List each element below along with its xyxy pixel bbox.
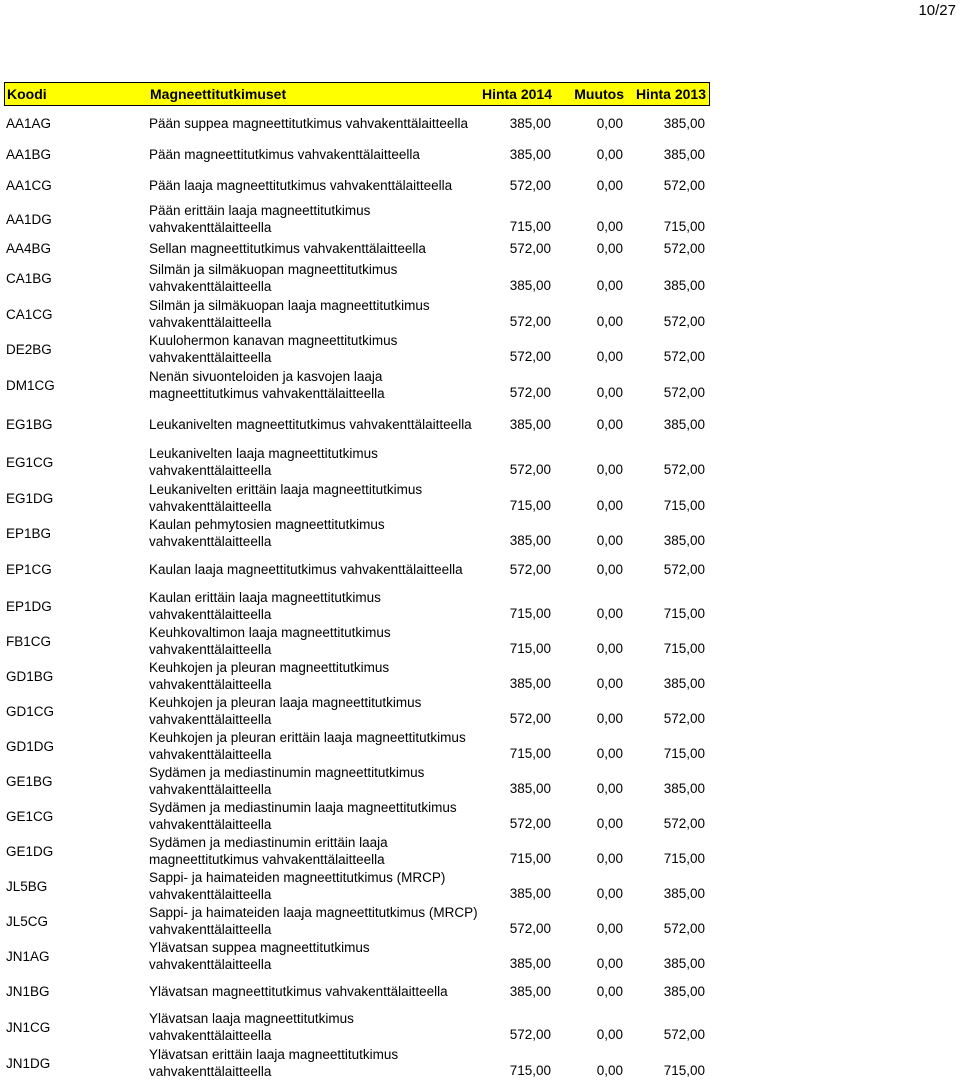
description-line: vahvakenttälaitteella (149, 1064, 272, 1079)
cell-code: EG1CG (6, 454, 54, 470)
cell-code: JL5CG (6, 913, 49, 929)
cell-code: GD1DG (6, 738, 55, 754)
description-line: vahvakenttälaitteella (149, 463, 272, 478)
cell-price-2013: 572,00 (663, 177, 705, 193)
cell-change: 0,00 (596, 745, 623, 761)
cell-price-2013: 385,00 (663, 115, 705, 131)
description-line: Ylävatsan laaja magneettitutkimus (149, 1011, 354, 1026)
cell-change: 0,00 (596, 640, 623, 656)
cell-price-2013: 572,00 (663, 461, 705, 477)
table-row (4, 658, 710, 694)
cell-change: 0,00 (596, 348, 623, 364)
description-line: Kaulan pehmytosien magneettitutkimus (149, 517, 385, 532)
table-row (4, 550, 710, 588)
cell-price-2013: 572,00 (663, 348, 705, 364)
cell-price-2013: 385,00 (663, 983, 705, 999)
description-line: vahvakenttälaitteella (149, 887, 272, 902)
description-line: Keuhkovaltimon laaja magneettitutkimus (149, 625, 391, 640)
description-line: Nenän sivuonteloiden ja kasvojen laaja (149, 369, 383, 384)
cell-change: 0,00 (596, 461, 623, 477)
price-table (4, 82, 710, 1080)
description-line: Silmän ja silmäkuopan laaja magneettitutkimus (149, 298, 430, 313)
cell-description (149, 983, 479, 1000)
cell-description (149, 1046, 479, 1080)
cell-description (149, 764, 479, 798)
cell-description (149, 115, 479, 132)
cell-description (149, 146, 479, 163)
cell-description (149, 368, 479, 402)
cell-price-2014: 385,00 (509, 955, 551, 971)
cell-change: 0,00 (596, 115, 623, 131)
cell-price-2013: 385,00 (663, 416, 705, 432)
table-row (4, 624, 710, 658)
cell-price-2014: 385,00 (509, 532, 551, 548)
description-line: vahvakenttälaitteella (149, 817, 272, 832)
description-line: vahvakenttälaitteella (149, 642, 272, 657)
description-line: Pään magneettitutkimus vahvakenttälaitteella (149, 146, 420, 162)
description-line: Keuhkojen ja pleuran laaja magneettitutkimus (149, 695, 422, 710)
description-line: magneettitutkimus vahvakenttälaitteella (149, 386, 385, 401)
table-row (4, 728, 710, 764)
cell-price-2014: 385,00 (509, 885, 551, 901)
table-row (4, 764, 710, 798)
cell-code: AA1BG (6, 146, 52, 162)
description-line: Leukanivelten laaja magneettitutkimus (149, 446, 378, 461)
cell-price-2014: 572,00 (509, 815, 551, 831)
cell-code: JL5BG (6, 878, 48, 894)
cell-price-2013: 572,00 (663, 240, 705, 256)
cell-price-2013: 715,00 (663, 497, 705, 513)
description-line: Ylävatsan magneettitutkimus vahvakenttälaitteella (149, 983, 448, 999)
cell-description (149, 1010, 479, 1044)
description-line: vahvakenttälaitteella (149, 957, 272, 972)
cell-price-2013: 715,00 (663, 1062, 705, 1078)
cell-description (149, 240, 479, 257)
table-row (4, 516, 710, 550)
cell-price-2014: 385,00 (509, 115, 551, 131)
table-row (4, 202, 710, 236)
description-line: Pään erittäin laaja magneettitutkimus (149, 203, 371, 218)
cell-price-2014: 715,00 (509, 218, 551, 234)
description-line: magneettitutkimus vahvakenttälaitteella (149, 852, 385, 867)
description-line: Sydämen ja mediastinumin magneettitutkimus (149, 765, 425, 780)
cell-change: 0,00 (596, 780, 623, 796)
cell-price-2013: 715,00 (663, 745, 705, 761)
description-line: Kuulohermon kanavan magneettitutkimus (149, 333, 398, 348)
cell-description (149, 445, 479, 479)
cell-price-2014: 572,00 (509, 561, 551, 577)
description-line: Leukanivelten erittäin laaja magneettitutkimus (149, 482, 423, 497)
cell-code: AA1CG (6, 177, 52, 193)
description-line: Keuhkojen ja pleuran erittäin laaja magneettitutkimus (149, 730, 466, 745)
cell-price-2014: 385,00 (509, 675, 551, 691)
cell-description (149, 516, 479, 550)
table-row (4, 798, 710, 834)
cell-code: AA1AG (6, 115, 52, 131)
cell-change: 0,00 (596, 1062, 623, 1078)
table-header (4, 82, 710, 106)
description-line: Pään laaja magneettitutkimus vahvakenttälaitteella (149, 177, 453, 193)
cell-change: 0,00 (596, 710, 623, 726)
cell-price-2014: 385,00 (509, 416, 551, 432)
cell-description (149, 659, 479, 693)
table-row (4, 140, 710, 168)
cell-code: GD1BG (6, 668, 54, 684)
table-row (4, 904, 710, 938)
header-description: Magneettitutkimuset (150, 85, 287, 102)
cell-change: 0,00 (596, 277, 623, 293)
description-line: Keuhkojen ja pleuran magneettitutkimus (149, 660, 390, 675)
table-row (4, 1008, 710, 1046)
table-row (4, 236, 710, 260)
cell-description (149, 939, 479, 973)
description-line: Sydämen ja mediastinumin laaja magneettitutkimus (149, 800, 457, 815)
cell-price-2014: 715,00 (509, 640, 551, 656)
cell-price-2014: 572,00 (509, 348, 551, 364)
cell-code: EG1DG (6, 490, 54, 506)
cell-change: 0,00 (596, 675, 623, 691)
table-row (4, 974, 710, 1008)
description-line: Ylävatsan suppea magneettitutkimus (149, 940, 370, 955)
cell-change: 0,00 (596, 497, 623, 513)
description-line: Sellan magneettitutkimus vahvakenttälaitteella (149, 240, 426, 256)
cell-code: EP1CG (6, 561, 52, 577)
table-row (4, 868, 710, 904)
cell-description (149, 481, 479, 515)
cell-price-2014: 572,00 (509, 1026, 551, 1042)
cell-price-2014: 715,00 (509, 850, 551, 866)
cell-change: 0,00 (596, 850, 623, 866)
table-row (4, 404, 710, 444)
cell-code: AA4BG (6, 240, 52, 256)
cell-price-2013: 385,00 (663, 885, 705, 901)
cell-price-2014: 572,00 (509, 240, 551, 256)
cell-price-2014: 715,00 (509, 1062, 551, 1078)
description-line: Silmän ja silmäkuopan magneettitutkimus (149, 262, 398, 277)
cell-price-2014: 385,00 (509, 146, 551, 162)
cell-price-2013: 385,00 (663, 675, 705, 691)
page-number: 10/27 (918, 2, 956, 19)
table-row (4, 694, 710, 728)
cell-price-2013: 572,00 (663, 815, 705, 831)
cell-code: GD1CG (6, 703, 55, 719)
cell-change: 0,00 (596, 240, 623, 256)
cell-code: EP1DG (6, 598, 52, 614)
cell-code: GE1BG (6, 773, 53, 789)
header-change: Muutos (574, 86, 624, 102)
cell-price-2014: 385,00 (509, 780, 551, 796)
cell-description (149, 261, 479, 295)
table-row (4, 296, 710, 332)
cell-price-2014: 715,00 (509, 605, 551, 621)
description-line: vahvakenttälaitteella (149, 782, 272, 797)
description-line: vahvakenttälaitteella (149, 1028, 272, 1043)
cell-change: 0,00 (596, 532, 623, 548)
cell-price-2014: 385,00 (509, 983, 551, 999)
cell-code: DM1CG (6, 377, 55, 393)
description-line: vahvakenttälaitteella (149, 279, 272, 294)
cell-price-2013: 385,00 (663, 955, 705, 971)
description-line: Sappi- ja haimateiden magneettitutkimus (MRCP) (149, 870, 446, 885)
cell-change: 0,00 (596, 605, 623, 621)
description-line: vahvakenttälaitteella (149, 220, 272, 235)
description-line: Pään suppea magneettitutkimus vahvakenttälaitteella (149, 115, 468, 131)
description-line: vahvakenttälaitteella (149, 747, 272, 762)
cell-price-2013: 715,00 (663, 218, 705, 234)
cell-price-2014: 572,00 (509, 384, 551, 400)
cell-code: JN1CG (6, 1019, 51, 1035)
cell-change: 0,00 (596, 815, 623, 831)
cell-description (149, 202, 479, 236)
cell-code: CA1CG (6, 306, 53, 322)
cell-change: 0,00 (596, 561, 623, 577)
cell-description (149, 799, 479, 833)
cell-description (149, 834, 479, 868)
cell-description (149, 904, 479, 938)
cell-price-2014: 572,00 (509, 177, 551, 193)
cell-description (149, 416, 479, 433)
cell-description (149, 869, 479, 903)
cell-description (149, 694, 479, 728)
cell-code: DE2BG (6, 341, 52, 357)
table-row (4, 332, 710, 366)
description-line: vahvakenttälaitteella (149, 607, 272, 622)
header-code: Koodi (7, 86, 47, 102)
cell-price-2013: 572,00 (663, 384, 705, 400)
cell-change: 0,00 (596, 177, 623, 193)
description-line: vahvakenttälaitteella (149, 712, 272, 727)
cell-code: JN1AG (6, 948, 50, 964)
cell-code: GE1CG (6, 808, 54, 824)
cell-change: 0,00 (596, 313, 623, 329)
table-row (4, 588, 710, 624)
cell-price-2014: 715,00 (509, 497, 551, 513)
header-price-2013: Hinta 2013 (635, 86, 706, 102)
cell-price-2013: 385,00 (663, 532, 705, 548)
cell-price-2013: 385,00 (663, 780, 705, 796)
cell-code: EP1BG (6, 525, 52, 541)
description-line: vahvakenttälaitteella (149, 499, 272, 514)
description-line: Leukanivelten magneettitutkimus vahvakenttälaitteella (149, 416, 472, 432)
cell-code: JN1BG (6, 983, 50, 999)
cell-description (149, 297, 479, 331)
description-line: Kaulan erittäin laaja magneettitutkimus (149, 590, 381, 605)
table-row (4, 260, 710, 296)
cell-code: EG1BG (6, 416, 53, 432)
cell-price-2013: 572,00 (663, 561, 705, 577)
cell-change: 0,00 (596, 920, 623, 936)
cell-code: GE1DG (6, 843, 54, 859)
cell-price-2013: 715,00 (663, 640, 705, 656)
cell-price-2013: 572,00 (663, 920, 705, 936)
cell-change: 0,00 (596, 983, 623, 999)
cell-price-2014: 385,00 (509, 277, 551, 293)
cell-price-2013: 715,00 (663, 605, 705, 621)
cell-change: 0,00 (596, 146, 623, 162)
cell-change: 0,00 (596, 218, 623, 234)
description-line: vahvakenttälaitteella (149, 315, 272, 330)
cell-description (149, 561, 479, 578)
table-row (4, 938, 710, 974)
table-row (4, 444, 710, 480)
cell-description (149, 624, 479, 658)
description-line: Sydämen ja mediastinumin erittäin laaja (149, 835, 388, 850)
cell-price-2013: 715,00 (663, 850, 705, 866)
description-line: Ylävatsan erittäin laaja magneettitutkimus (149, 1047, 399, 1062)
cell-description (149, 589, 479, 623)
table-row (4, 1046, 710, 1080)
cell-price-2014: 572,00 (509, 710, 551, 726)
description-line: vahvakenttälaitteella (149, 922, 272, 937)
cell-price-2014: 572,00 (509, 920, 551, 936)
table-row (4, 366, 710, 404)
cell-price-2013: 572,00 (663, 710, 705, 726)
table-row (4, 834, 710, 868)
cell-price-2013: 385,00 (663, 146, 705, 162)
cell-price-2013: 572,00 (663, 1026, 705, 1042)
cell-code: JN1DG (6, 1055, 51, 1071)
cell-change: 0,00 (596, 1026, 623, 1042)
cell-description (149, 729, 479, 763)
cell-change: 0,00 (596, 416, 623, 432)
cell-description (149, 177, 479, 194)
cell-price-2013: 572,00 (663, 313, 705, 329)
table-row (4, 106, 710, 140)
cell-price-2013: 385,00 (663, 277, 705, 293)
description-line: Kaulan laaja magneettitutkimus vahvakenttälaitteella (149, 561, 463, 577)
cell-code: AA1DG (6, 211, 52, 227)
table-body (4, 106, 710, 1080)
description-line: Sappi- ja haimateiden laaja magneettitutkimus (MRCP) (149, 905, 478, 920)
cell-code: CA1BG (6, 270, 52, 286)
description-line: vahvakenttälaitteella (149, 677, 272, 692)
table-row (4, 168, 710, 202)
cell-change: 0,00 (596, 384, 623, 400)
cell-change: 0,00 (596, 885, 623, 901)
header-price-2014: Hinta 2014 (481, 86, 552, 102)
cell-price-2014: 715,00 (509, 745, 551, 761)
cell-description (149, 332, 479, 366)
description-line: vahvakenttälaitteella (149, 534, 272, 549)
cell-price-2014: 572,00 (509, 461, 551, 477)
table-row (4, 480, 710, 516)
cell-code: FB1CG (6, 633, 52, 649)
cell-change: 0,00 (596, 955, 623, 971)
cell-price-2014: 572,00 (509, 313, 551, 329)
description-line: vahvakenttälaitteella (149, 350, 272, 365)
